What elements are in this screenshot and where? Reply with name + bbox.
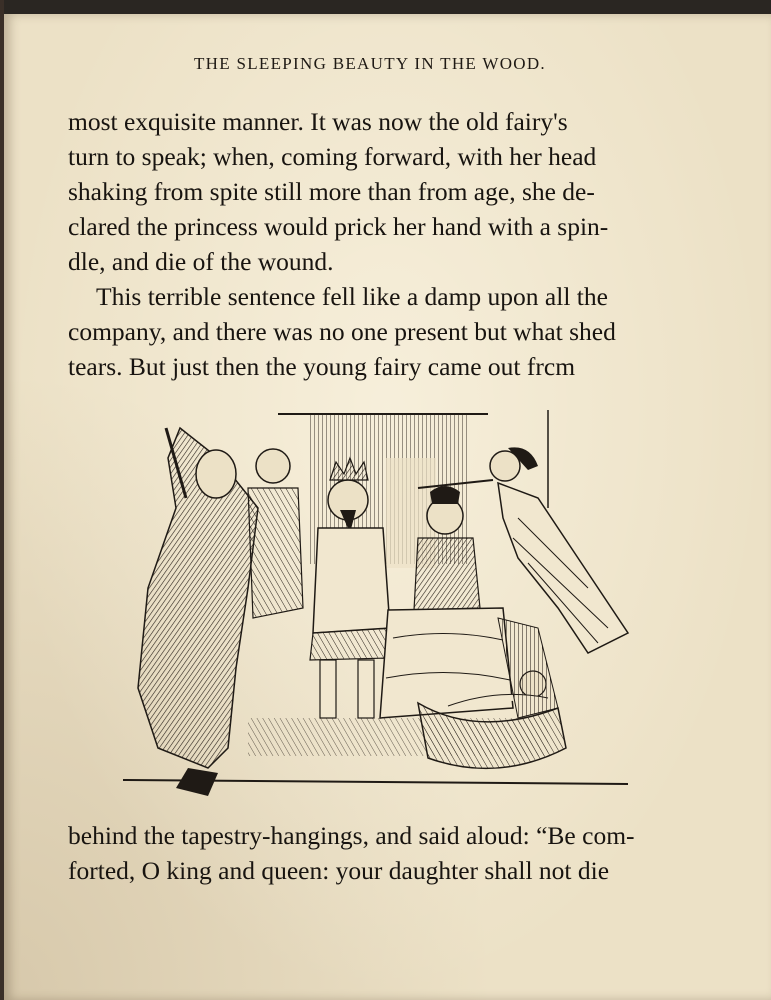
text-line: dle, and die of the wound. [68, 247, 334, 276]
text-line: clared the princess would prick her hand with a spin- [68, 212, 609, 241]
text-line: company, and there was no one present but what shed [68, 317, 616, 346]
engraving-illustration [118, 388, 638, 808]
engraving-christening-icon [118, 388, 638, 808]
text-line: forted, O king and queen: your daughter shall not die [68, 856, 610, 885]
text-line: turn to speak; when, coming forward, with her head [68, 142, 597, 171]
text-line: tears. But just then the young fairy came out frcm [68, 352, 576, 381]
paragraph-top [68, 104, 680, 384]
text-line: This terrible sentence fell like a damp upon all the [96, 282, 608, 311]
running-header: THE SLEEPING BEAUTY IN THE WOOD. [194, 54, 546, 73]
text-line: most exquisite manner. It was now the old fairy's [68, 107, 568, 136]
text-line: shaking from spite still more than from age, she de- [68, 177, 595, 206]
paragraph-bottom [68, 818, 680, 888]
text-line: behind the tapestry-hangings, and said aloud: “Be com- [68, 821, 635, 850]
